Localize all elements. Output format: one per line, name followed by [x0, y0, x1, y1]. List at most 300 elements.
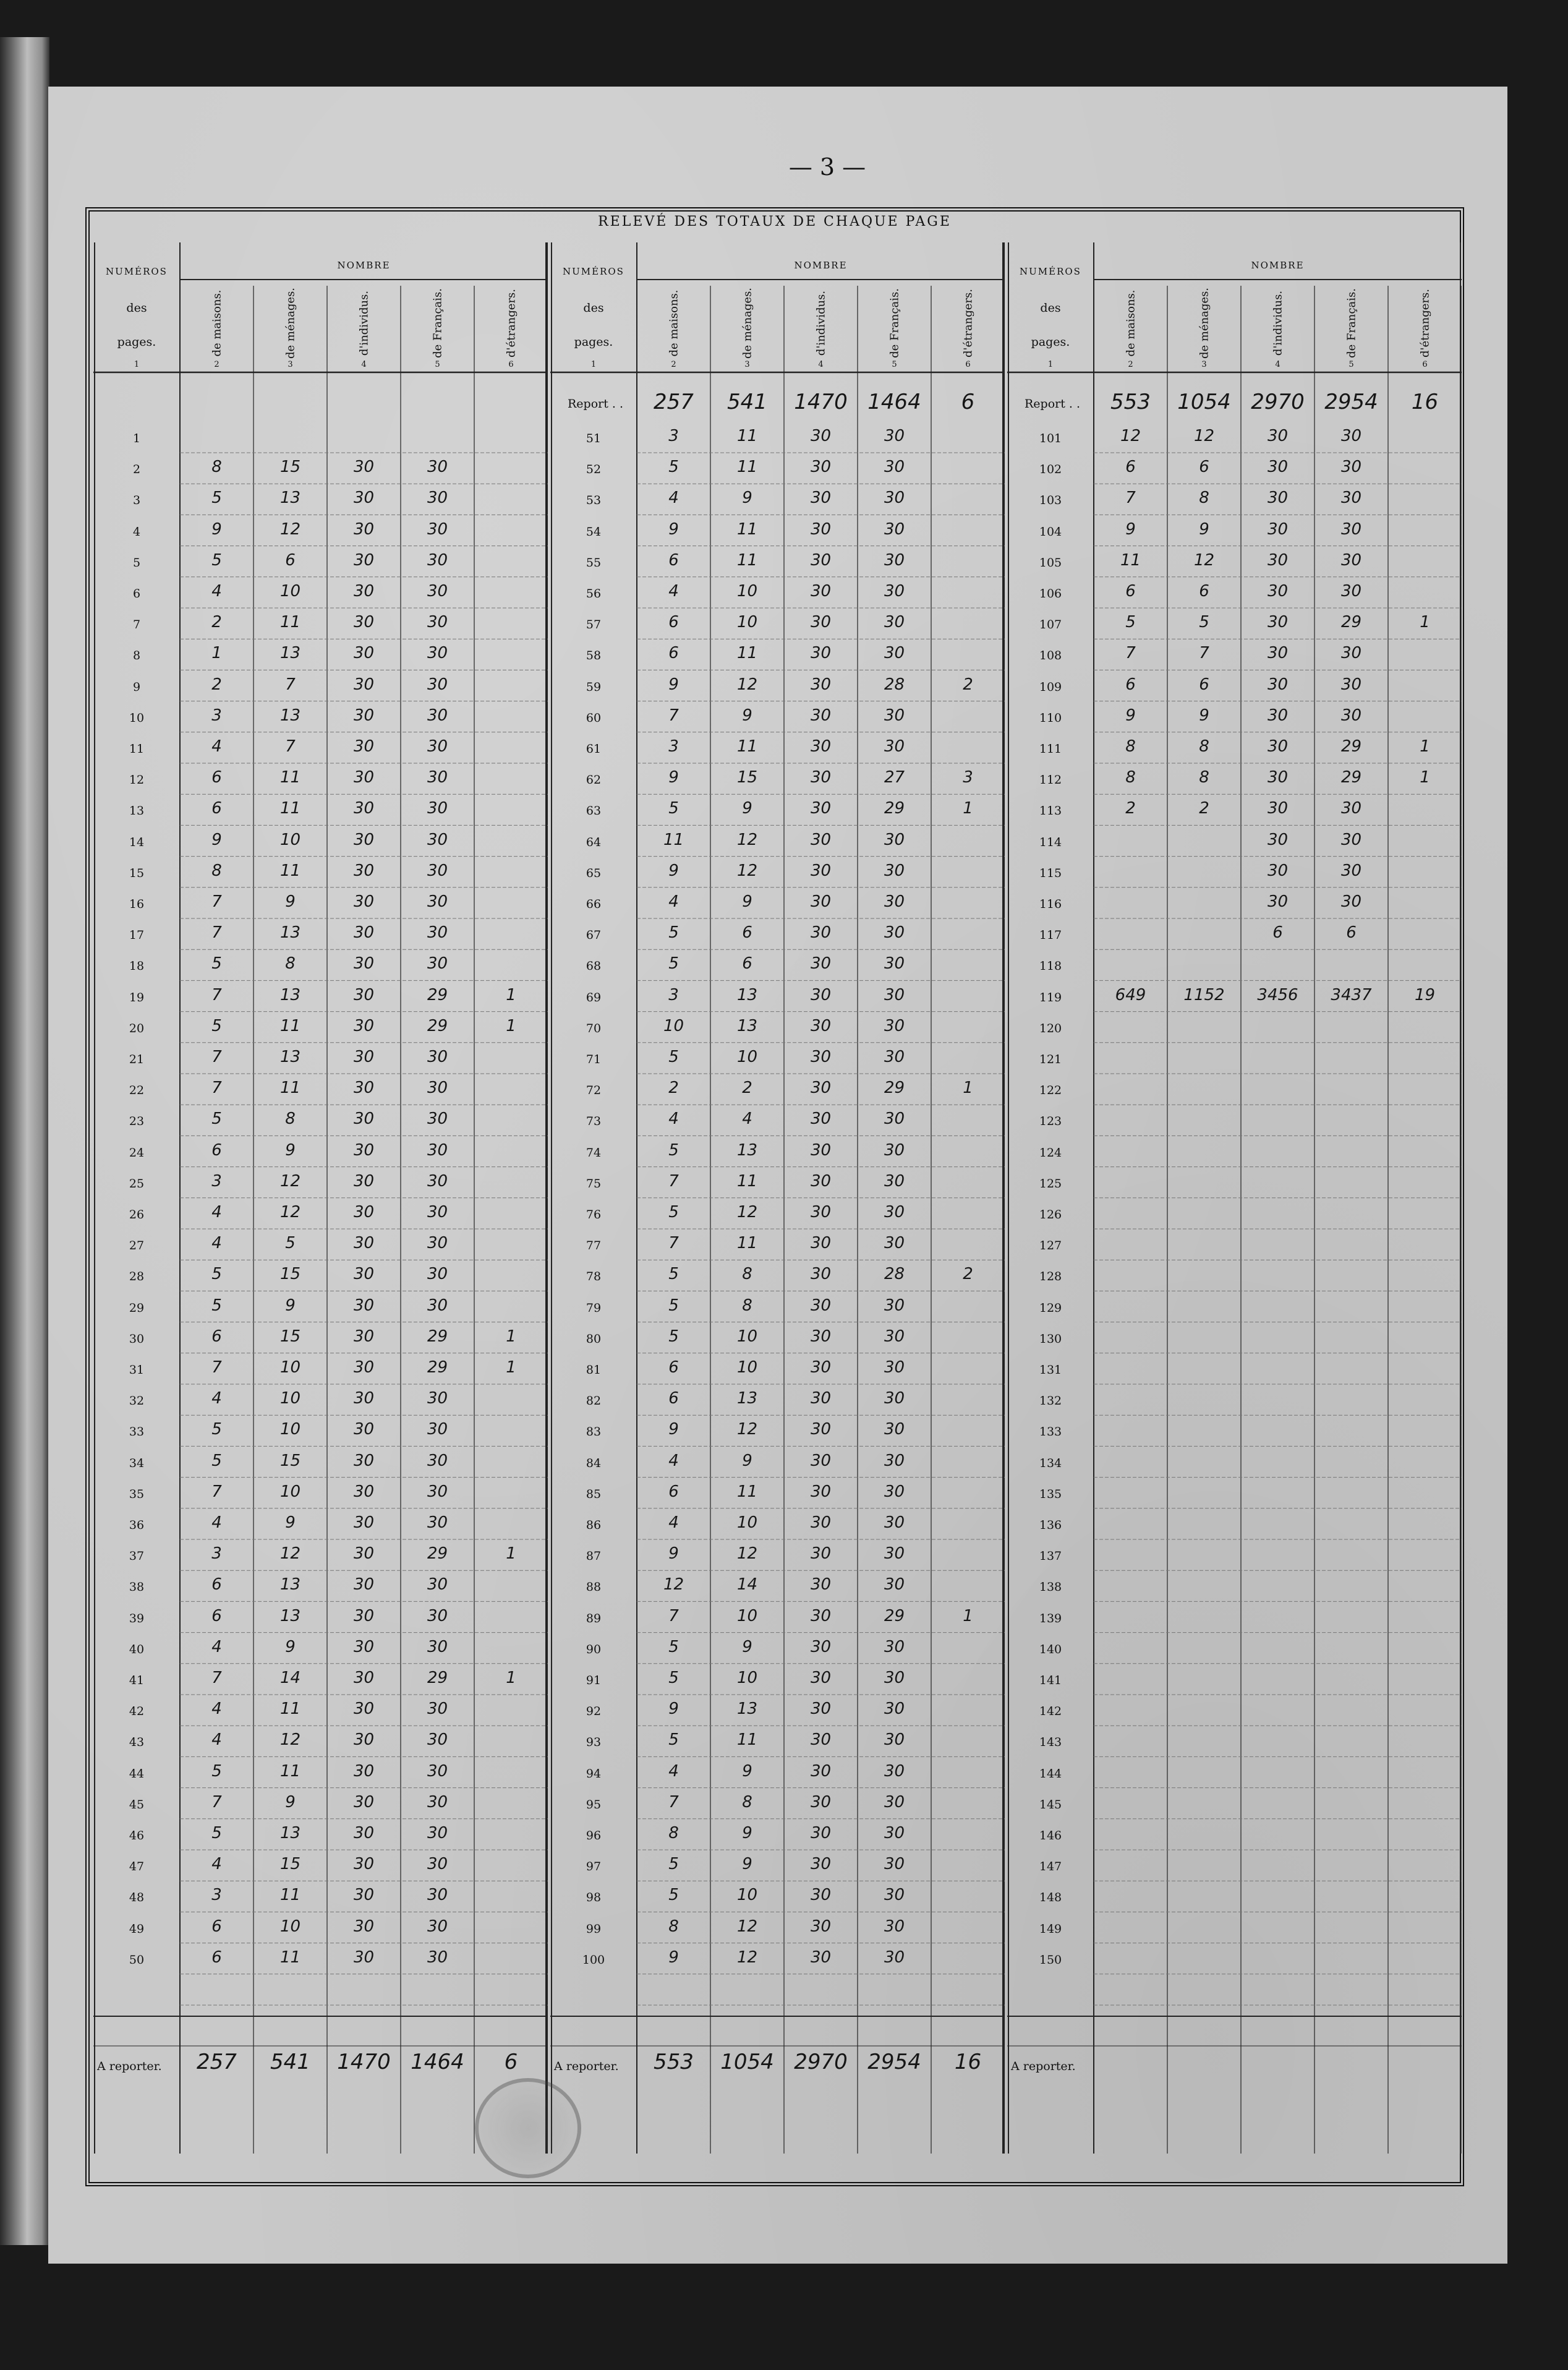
page-number-cell: 140	[1039, 1642, 1062, 1656]
value-cell: 30	[810, 1792, 832, 1812]
value-cell: 30	[1267, 520, 1289, 539]
value-cell: 10	[736, 582, 758, 601]
value-cell: 30	[884, 1140, 905, 1160]
page-number-cell: 74	[586, 1145, 602, 1160]
page-number-cell: 94	[586, 1766, 602, 1781]
value-cell: 29	[427, 1358, 448, 1377]
value-cell: 30	[427, 1110, 448, 1129]
value-cell: 30	[353, 1048, 375, 1066]
value-cell: 30	[353, 706, 375, 725]
value-cell: 30	[353, 923, 375, 943]
value-cell: 9	[742, 706, 752, 725]
page-number-cell: 91	[586, 1674, 602, 1687]
page-number-cell: 68	[586, 959, 602, 973]
value-cell: 11	[279, 768, 301, 787]
value-cell: 30	[1267, 458, 1289, 477]
page-number-cell: 48	[129, 1891, 145, 1905]
value-cell: 30	[884, 1389, 905, 1408]
value-cell: 30	[1267, 550, 1289, 570]
value-cell: 30	[810, 1544, 832, 1564]
value-cell: 7	[668, 1792, 679, 1812]
value-cell: 28	[884, 1265, 905, 1284]
value-cell: 30	[427, 1140, 448, 1160]
value-cell: 30	[810, 985, 832, 1004]
value-cell: 30	[810, 1451, 832, 1470]
value-cell: 29	[427, 1544, 448, 1564]
value-cell: 11	[736, 458, 758, 477]
value-cell: 4	[668, 582, 679, 601]
value-cell: 3	[211, 1544, 222, 1564]
value-cell: 30	[884, 582, 905, 601]
value-cell: 30	[1340, 830, 1362, 849]
column-header-5: d'étrangers.	[961, 288, 974, 358]
value-cell: 30	[1267, 830, 1289, 849]
header-nombre: NOMBRE	[794, 260, 848, 271]
value-cell: 11	[736, 1234, 758, 1253]
value-cell: 30	[353, 675, 375, 694]
value-cell: 9	[742, 1855, 752, 1874]
value-cell: 30	[810, 1917, 832, 1936]
value-cell: 30	[884, 1482, 905, 1501]
value-cell: 30	[353, 1669, 375, 1687]
value-cell: 30	[810, 675, 832, 694]
value-cell: 30	[884, 1544, 905, 1564]
value-cell: 30	[884, 923, 905, 943]
value-cell: 13	[279, 1048, 301, 1066]
page-number-cell: 107	[1039, 618, 1062, 632]
value-cell: 9	[742, 1637, 752, 1656]
value-cell: 9	[1199, 520, 1209, 539]
value-cell: 7	[211, 1079, 222, 1098]
value-cell: 30	[427, 644, 448, 663]
page-number-cell: 142	[1039, 1705, 1062, 1719]
value-cell: 30	[1340, 550, 1362, 570]
value-cell: 1	[506, 1669, 516, 1687]
value-cell: 10	[736, 1886, 758, 1905]
value-cell: 30	[427, 1513, 448, 1532]
column-header-3: d'individus.	[1271, 290, 1284, 356]
page-number-cell: 54	[586, 524, 602, 539]
page-number-cell: 38	[129, 1580, 145, 1594]
page-number-cell: 49	[129, 1922, 145, 1936]
value-cell: 12	[736, 830, 758, 849]
page-number-cell: 147	[1039, 1860, 1062, 1874]
page-number-cell: 130	[1039, 1332, 1062, 1346]
value-cell: 6	[1125, 582, 1136, 601]
page-number-cell: 105	[1039, 555, 1062, 570]
column-header-3: d'individus.	[814, 290, 827, 356]
value-cell: 30	[884, 1110, 905, 1129]
page-number-cell: 12	[129, 773, 145, 787]
column-number: 3	[1201, 360, 1207, 369]
page-number-cell: 99	[586, 1922, 602, 1936]
value-cell: 1	[1420, 613, 1430, 632]
value-cell: 30	[353, 1110, 375, 1129]
value-cell: 10	[279, 1358, 301, 1377]
value-cell: 30	[810, 1203, 832, 1221]
value-cell: 30	[427, 954, 448, 973]
page-number-cell: 144	[1039, 1766, 1062, 1781]
value-cell: 30	[1267, 892, 1289, 911]
value-cell: 30	[810, 644, 832, 663]
page-number-cell: 87	[586, 1549, 602, 1564]
value-cell: 30	[1267, 675, 1289, 694]
value-cell: 30	[884, 1669, 905, 1687]
value-cell: 5	[668, 1855, 679, 1874]
value-cell: 13	[736, 1140, 758, 1160]
page-number-cell: 84	[586, 1456, 602, 1470]
page-number-cell: 73	[586, 1114, 602, 1129]
page-number-cell: 3	[132, 494, 141, 508]
value-cell: 10	[279, 1389, 301, 1408]
value-cell: 11	[1120, 550, 1141, 570]
value-cell: 5	[1199, 613, 1209, 632]
value-cell: 13	[736, 985, 758, 1004]
page-number-cell: 114	[1039, 835, 1062, 849]
value-cell: 7	[211, 892, 222, 911]
value-cell: 9	[668, 1544, 679, 1564]
value-cell: 9	[1125, 520, 1136, 539]
value-cell: 5	[211, 1451, 222, 1470]
page-number-cell: 43	[129, 1735, 145, 1750]
value-cell: 9	[285, 1140, 296, 1160]
page-number-cell: 121	[1039, 1053, 1062, 1066]
a-reporter-value: 16	[954, 2050, 982, 2074]
value-cell: 9	[742, 1761, 752, 1781]
page-number-cell: 148	[1039, 1891, 1062, 1905]
value-cell: 30	[353, 1265, 375, 1284]
a-reporter-label: A reporter.	[1011, 2060, 1076, 2073]
archive-stamp	[475, 2078, 581, 2178]
value-cell: 30	[353, 1792, 375, 1812]
value-cell: 11	[736, 1171, 758, 1191]
value-cell: 30	[353, 954, 375, 973]
page-number-cell: 115	[1039, 866, 1062, 880]
value-cell: 30	[427, 1761, 448, 1781]
value-cell: 30	[427, 1079, 448, 1098]
value-cell: 30	[353, 644, 375, 663]
binding-edge	[0, 37, 49, 2245]
table-section-2	[550, 242, 1005, 2160]
value-cell: 15	[279, 458, 301, 477]
value-cell: 29	[427, 1669, 448, 1687]
value-cell: 9	[668, 675, 679, 694]
value-cell: 30	[353, 1824, 375, 1842]
value-cell: 30	[810, 1606, 832, 1625]
value-cell: 12	[279, 1544, 301, 1564]
report-value: 553	[1110, 390, 1151, 414]
value-cell: 30	[427, 830, 448, 849]
value-cell: 9	[285, 1513, 296, 1532]
page-number-cell: 113	[1039, 804, 1062, 818]
register-page	[48, 87, 1507, 2264]
value-cell: 30	[810, 582, 832, 601]
value-cell: 30	[810, 1016, 832, 1035]
value-cell: 2	[963, 675, 973, 694]
value-cell: 30	[427, 489, 448, 508]
value-cell: 9	[668, 861, 679, 880]
page-number-cell: 95	[586, 1797, 602, 1812]
value-cell: 30	[1267, 768, 1289, 787]
value-cell: 6	[1125, 675, 1136, 694]
value-cell: 11	[736, 737, 758, 756]
value-cell: 30	[353, 1700, 375, 1719]
value-cell: 30	[353, 1730, 375, 1750]
value-cell: 1	[506, 1327, 516, 1346]
value-cell: 8	[1199, 768, 1209, 787]
value-cell: 10	[279, 582, 301, 601]
value-cell: 4	[211, 1513, 222, 1532]
value-cell: 30	[427, 1948, 448, 1967]
value-cell: 30	[353, 1855, 375, 1874]
page-number-cell: 35	[129, 1487, 145, 1501]
page-number-cell: 28	[129, 1270, 145, 1284]
column-header-1: de maisons.	[1124, 289, 1137, 357]
a-reporter-value: 2954	[867, 2050, 921, 2074]
page-number-cell: 55	[586, 555, 602, 570]
page-number-cell: 44	[129, 1766, 145, 1781]
value-cell: 5	[668, 1327, 679, 1346]
value-cell: 7	[285, 737, 296, 756]
value-cell: 13	[279, 923, 301, 943]
value-cell: 15	[279, 1855, 301, 1874]
column-number: 5	[435, 360, 440, 369]
page-number-cell: 83	[586, 1425, 602, 1439]
value-cell: 2	[211, 675, 222, 694]
value-cell: 4	[211, 1637, 222, 1656]
value-cell: 2	[1125, 799, 1136, 818]
value-cell: 7	[1199, 644, 1209, 663]
value-cell: 30	[810, 799, 832, 818]
value-cell: 30	[353, 1389, 375, 1408]
value-cell: 30	[810, 1886, 832, 1905]
page-number-cell: 32	[129, 1394, 145, 1408]
column-header-4: de Français.	[431, 288, 444, 358]
value-cell: 30	[353, 458, 375, 477]
value-cell: 30	[353, 1451, 375, 1470]
value-cell: 30	[810, 520, 832, 539]
value-cell: 6	[742, 954, 752, 973]
page-number-cell: 19	[129, 990, 145, 1004]
value-cell: 10	[736, 1048, 758, 1066]
page-number-cell: 101	[1039, 432, 1062, 445]
page-number-cell: 119	[1039, 990, 1062, 1004]
page-number-cell: 37	[129, 1549, 145, 1564]
value-cell: 30	[884, 1792, 905, 1812]
value-cell: 30	[353, 1544, 375, 1564]
value-cell: 5	[1125, 613, 1136, 632]
value-cell: 12	[279, 1171, 301, 1191]
value-cell: 11	[279, 1079, 301, 1098]
value-cell: 30	[884, 1730, 905, 1750]
value-cell: 30	[427, 1296, 448, 1315]
value-cell: 5	[211, 489, 222, 508]
value-cell: 30	[427, 1700, 448, 1719]
value-cell: 30	[427, 768, 448, 787]
value-cell: 30	[353, 1761, 375, 1781]
value-cell: 10	[736, 1513, 758, 1532]
page-number-cell: 45	[129, 1797, 145, 1812]
value-cell: 8	[668, 1917, 679, 1936]
page-number-cell: 125	[1039, 1176, 1062, 1191]
page-number-cell: 40	[129, 1642, 145, 1656]
value-cell: 30	[427, 1451, 448, 1470]
a-reporter-value: 2970	[794, 2050, 848, 2074]
column-header-1: de maisons.	[667, 289, 680, 357]
header-nombre: NOMBRE	[337, 260, 391, 271]
column-header-2: de ménages.	[741, 287, 754, 359]
value-cell: 5	[211, 1265, 222, 1284]
value-cell: 12	[279, 520, 301, 539]
value-cell: 9	[742, 892, 752, 911]
value-cell: 6	[1346, 923, 1357, 943]
value-cell: 30	[810, 1234, 832, 1253]
page-number-cell: 89	[586, 1611, 602, 1625]
value-cell: 4	[668, 1761, 679, 1781]
header-numeros: NUMÉROS	[563, 266, 624, 277]
value-cell: 7	[211, 1669, 222, 1687]
value-cell: 30	[1340, 675, 1362, 694]
value-cell: 649	[1115, 985, 1146, 1004]
value-cell: 30	[810, 1171, 832, 1191]
column-header-2: de ménages.	[284, 287, 297, 359]
value-cell: 30	[427, 1420, 448, 1439]
value-cell: 30	[427, 1234, 448, 1253]
page-number-cell: 129	[1039, 1301, 1062, 1315]
value-cell: 7	[211, 1358, 222, 1377]
value-cell: 30	[810, 1296, 832, 1315]
value-cell: 30	[353, 1948, 375, 1967]
value-cell: 5	[285, 1234, 296, 1253]
a-reporter-value: 553	[654, 2050, 694, 2074]
value-cell: 1152	[1183, 985, 1225, 1004]
value-cell: 30	[427, 799, 448, 818]
value-cell: 30	[427, 923, 448, 943]
page-number-cell: 14	[129, 835, 145, 849]
value-cell: 13	[279, 489, 301, 508]
value-cell: 2	[668, 1079, 679, 1098]
value-cell: 30	[353, 985, 375, 1004]
page-number-cell: 137	[1039, 1549, 1062, 1564]
value-cell: 30	[810, 1637, 832, 1656]
value-cell: 13	[279, 1824, 301, 1842]
column-header-4: de Français.	[1345, 288, 1358, 358]
value-cell: 30	[1267, 644, 1289, 663]
value-cell: 15	[279, 1451, 301, 1470]
page-number-cell: 96	[586, 1829, 602, 1842]
page-number-cell: 63	[586, 804, 602, 818]
value-cell: 1	[211, 644, 222, 663]
value-cell: 30	[810, 1513, 832, 1532]
value-cell: 30	[353, 582, 375, 601]
value-cell: 3	[668, 737, 679, 756]
column-header-4: de Français.	[888, 288, 901, 358]
value-cell: 6	[211, 1140, 222, 1160]
page-number-cell: 123	[1039, 1114, 1062, 1129]
value-cell: 7	[285, 675, 296, 694]
value-cell: 30	[810, 1824, 832, 1842]
page-number-cell: 58	[586, 649, 602, 663]
value-cell: 6	[285, 550, 296, 570]
value-cell: 8	[1125, 768, 1136, 787]
value-cell: 30	[427, 1048, 448, 1066]
value-cell: 30	[1267, 706, 1289, 725]
value-cell: 8	[1199, 489, 1209, 508]
table-section-1	[93, 242, 548, 2160]
value-cell: 6	[1199, 675, 1209, 694]
value-cell: 7	[1125, 489, 1136, 508]
value-cell: 30	[353, 1079, 375, 1098]
value-cell: 30	[810, 1700, 832, 1719]
value-cell: 30	[1267, 799, 1289, 818]
page-number-cell: 31	[129, 1363, 145, 1377]
column-number: 1	[1047, 360, 1054, 369]
column-number: 3	[288, 360, 293, 369]
value-cell: 30	[1340, 427, 1362, 445]
value-cell: 2	[1199, 799, 1209, 818]
value-cell: 30	[810, 1761, 832, 1781]
value-cell: 5	[211, 1110, 222, 1129]
value-cell: 4	[211, 582, 222, 601]
value-cell: 30	[884, 1171, 905, 1191]
value-cell: 7	[668, 1171, 679, 1191]
page-number-cell: 112	[1039, 773, 1062, 787]
value-cell: 12	[279, 1730, 301, 1750]
value-cell: 7	[211, 985, 222, 1004]
page-number-cell: 97	[586, 1860, 602, 1874]
value-cell: 5	[668, 458, 679, 477]
page-number-cell: 5	[132, 555, 141, 570]
value-cell: 6	[1199, 458, 1209, 477]
value-cell: 30	[884, 550, 905, 570]
page-number-cell: 104	[1039, 524, 1062, 539]
report-value: 16	[1411, 390, 1439, 414]
value-cell: 30	[353, 1140, 375, 1160]
value-cell: 30	[353, 861, 375, 880]
header-des: des	[126, 301, 147, 315]
value-cell: 30	[353, 1296, 375, 1315]
value-cell: 30	[884, 861, 905, 880]
value-cell: 30	[427, 1792, 448, 1812]
value-cell: 12	[1120, 427, 1141, 445]
page-number-cell: 57	[586, 618, 602, 632]
value-cell: 5	[668, 1203, 679, 1221]
page-number-cell: 24	[129, 1145, 145, 1160]
page-number-cell: 70	[586, 1021, 602, 1035]
header-pages: pages.	[117, 335, 156, 349]
page-number-cell: 79	[586, 1301, 602, 1315]
value-cell: 30	[353, 613, 375, 632]
value-cell: 30	[1267, 737, 1289, 756]
column-header-1: de maisons.	[210, 289, 223, 357]
page-number-cell: 51	[586, 432, 602, 445]
page-number-cell: 4	[132, 524, 141, 539]
value-cell: 30	[1267, 582, 1289, 601]
page-number-cell: 122	[1039, 1084, 1062, 1098]
value-cell: 30	[884, 954, 905, 973]
page-number-cell: 77	[586, 1239, 602, 1253]
value-cell: 8	[211, 861, 222, 880]
value-cell: 5	[211, 550, 222, 570]
report-value: 2954	[1324, 390, 1378, 414]
value-cell: 30	[884, 1761, 905, 1781]
value-cell: 30	[427, 861, 448, 880]
value-cell: 29	[1340, 768, 1362, 787]
column-header-5: d'étrangers.	[505, 288, 518, 358]
value-cell: 30	[1340, 706, 1362, 725]
value-cell: 13	[279, 1606, 301, 1625]
value-cell: 30	[810, 1110, 832, 1129]
